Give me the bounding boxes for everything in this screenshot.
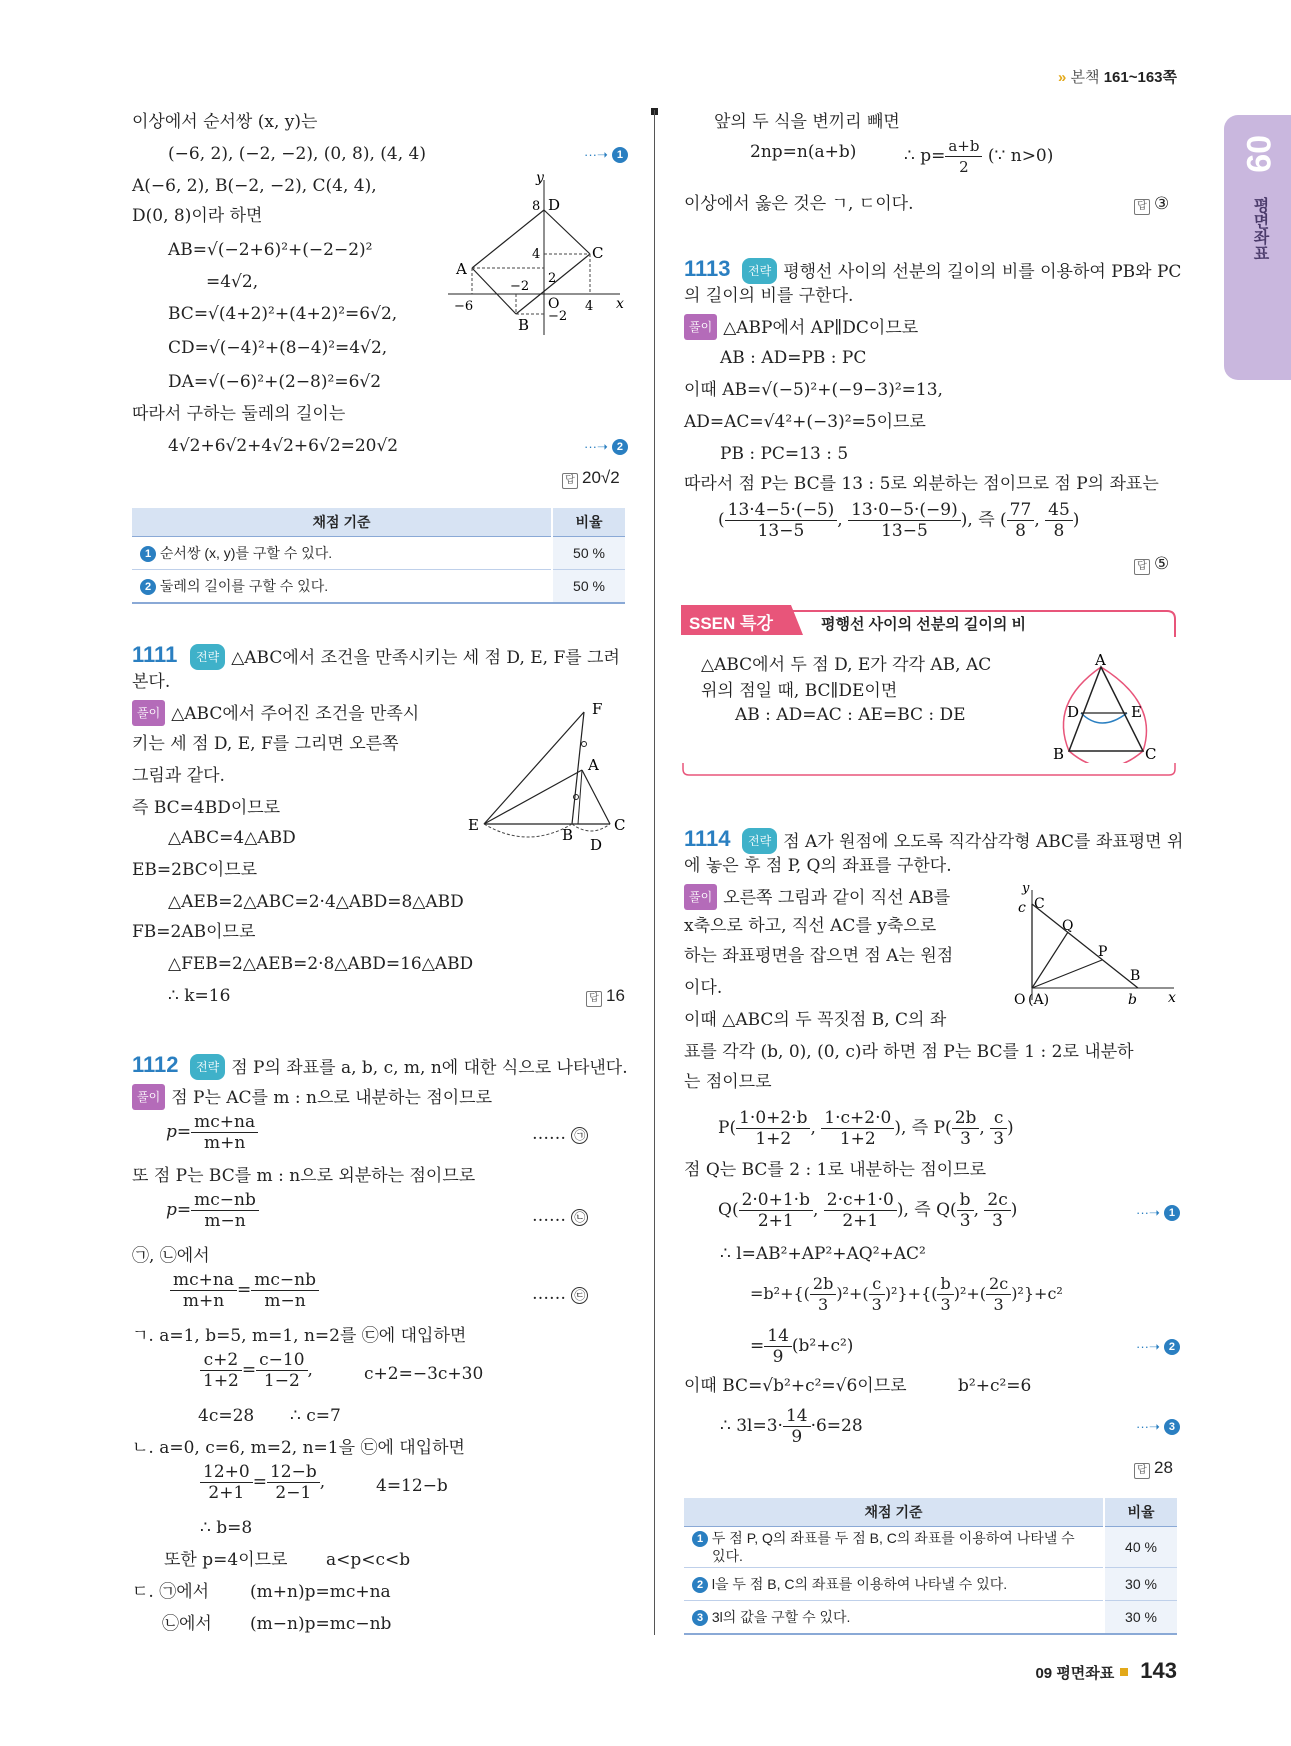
math-line: = $\frac{14}{9}$ (b²+c²) <box>750 1326 854 1367</box>
math-line: =b²+{( $\frac{2b}{3}$ )²+( $\frac{c}{3}$ )²}+{( $\frac{b}{3}$ )²+( $\frac{2c}{3}$ )²}+c² <box>750 1274 1063 1314</box>
math-line: =4√2, <box>206 272 259 292</box>
axis-label: c <box>1018 900 1026 916</box>
math-line: a<p<c<b <box>326 1550 411 1570</box>
strategy-badge: 전략 <box>742 828 777 854</box>
scoring-table <box>132 508 625 604</box>
answer: 답 20√2 <box>562 466 620 490</box>
math-line: PB : PC=13 : 5 <box>720 444 849 464</box>
strategy-badge: 전략 <box>190 1054 225 1080</box>
solution-badge: 풀이 <box>684 884 717 910</box>
page-number: 143 <box>1140 1658 1177 1683</box>
point-label: A <box>456 260 467 278</box>
math-line: △FEB=2△AEB=2·8△ABD=16△ABD <box>168 954 474 974</box>
math-line: p= $\frac{mc+na}{m+n}$ <box>166 1112 258 1153</box>
answer-icon: 답 <box>562 473 578 489</box>
point-label: E <box>1131 703 1142 721</box>
step-marker: ···➝ 2 <box>584 434 628 459</box>
ssen-title: 평행선 사이의 선분의 길이의 비 <box>821 616 1027 633</box>
step-number: 2 <box>612 439 628 455</box>
point-label: (A) <box>1028 992 1050 1008</box>
solution-line: 풀이 △ABC에서 주어진 조건을 만족시 <box>132 700 419 726</box>
problem-number: 1112 <box>132 1052 179 1077</box>
table-header: 비율 <box>552 508 625 537</box>
strategy-line: 전략 평행선 사이의 선분의 길이의 비를 이용하여 PB와 PC <box>742 258 1181 284</box>
solution-line: x축으로 하고, 직선 AC를 y축으로 <box>684 916 937 936</box>
table-header: 채점 기준 <box>132 508 552 537</box>
solution-line: 하는 좌표평면을 잡으면 점 A는 원점 <box>684 946 954 966</box>
solution-line: 풀이 오른쪽 그림과 같이 직선 AB를 <box>684 884 950 910</box>
math-line: $\frac{mc+na}{m+n}$ = $\frac{mc-nb}{m-n}$ <box>170 1270 319 1311</box>
column-divider <box>654 110 655 1635</box>
strategy-badge: 전략 <box>190 644 225 670</box>
table-header: 비율 <box>1104 1498 1177 1527</box>
math-line: b²+c²=6 <box>958 1376 1032 1396</box>
solution-badge: 풀이 <box>132 1084 165 1110</box>
math-line: ∴ l=AB²+AP²+AQ²+AC² <box>720 1244 926 1264</box>
step-marker: ···➝ 2 <box>1136 1334 1180 1359</box>
text-line: 이상에서 옳은 것은 ㄱ, ㄷ이다. <box>684 194 914 214</box>
tick-label: 4 <box>532 247 541 262</box>
answer-icon: 답 <box>1134 559 1150 575</box>
math-line: Q( $\frac{2\cdot 0+1\cdot b}{2+1}$ , $\frac{2\cdot c+1\cdot 0}{2+1}$ ), 즉 Q( $\frac{b}{3}$ , $\frac{2c}{3}$ ) <box>718 1190 1018 1231</box>
table-row: 1 순서쌍 (x, y)를 구할 수 있다. 50 % <box>132 537 625 570</box>
table-row: 2 l을 두 점 B, C의 좌표를 이용하여 나타낼 수 있다. 30 % <box>684 1568 1177 1601</box>
math-line: 또한 p=4이므로 <box>164 1550 288 1570</box>
solution-line: 키는 세 점 D, E, F를 그리면 오른쪽 <box>132 734 399 754</box>
axis-label: y <box>1022 884 1030 896</box>
footer-chapter: 09 평면좌표 <box>1035 1665 1115 1682</box>
point-label: B <box>1130 968 1141 984</box>
point-label: C <box>592 244 604 262</box>
chapter-name: 평면좌표 <box>1251 197 1268 261</box>
tick-label: −2 <box>548 309 568 324</box>
solution-line: 풀이 △ABP에서 AP∥DC이므로 <box>684 314 918 340</box>
solution-line: 는 점이므로 <box>684 1072 772 1092</box>
ssen-tag: SSEN 특강 <box>689 614 773 633</box>
problem-number: 1114 <box>684 826 731 851</box>
math-line: AB : AD=PB : PC <box>720 348 867 368</box>
math-line: P( $\frac{1\cdot 0+2\cdot b}{1+2}$ , $\frac{1\cdot c+2\cdot 0}{1+2}$ ), 즉 P( $\frac{2b}{3}$ , $\frac{c}{3}$ ) <box>718 1108 1014 1149</box>
step-marker: ···➝ 1 <box>584 142 628 167</box>
math-line: ( $\frac{13\cdot 4-5\cdot(-5)}{13-5}$ , $\frac{13\cdot 0-5\cdot(-9)}{13-5}$ ), 즉 ( $\frac{77}{8}$ , $\frac{45}{8}$ ) <box>718 500 1080 541</box>
math-line: DA=√(−6)²+(2−8)²=6√2 <box>168 372 382 392</box>
answer-icon: 답 <box>1134 1463 1150 1479</box>
solution-badge: 풀이 <box>132 700 165 726</box>
math-line: 4√2+6√2+4√2+6√2=20√2 <box>168 436 399 456</box>
math-line: AD=AC=√4²+(−3)²=5이므로 <box>684 412 926 432</box>
point-label: D <box>1067 703 1080 721</box>
ssen-line: AB : AD=AC : AE=BC : DE <box>735 705 966 725</box>
solution-line: ㄱ. a=1, b=5, m=1, n=2를 ㉢에 대입하면 <box>132 1326 467 1346</box>
solution-badge: 풀이 <box>684 314 717 340</box>
point-label: A <box>588 756 599 774</box>
origin-label: O <box>1014 992 1026 1008</box>
solution-line: ㄴ. a=0, c=6, m=2, n=1을 ㉢에 대입하면 <box>132 1438 465 1458</box>
tick-label: −2 <box>510 279 530 294</box>
text-line: 앞의 두 식을 변끼리 빼면 <box>714 112 900 132</box>
solution-line: 이다. <box>684 978 723 998</box>
math-line: BC=√(4+2)²+(4+2)²=6√2, <box>168 304 398 324</box>
math-line: 4=12−b <box>376 1476 448 1496</box>
point-label: B <box>1053 745 1065 763</box>
chapter-tab[interactable] <box>1224 115 1291 380</box>
math-line: ∴ c=7 <box>290 1406 341 1426</box>
point-label: D <box>590 836 603 854</box>
math-line: ∴ k=16 <box>168 986 231 1006</box>
tick-label: 2 <box>548 271 557 286</box>
equation-marker: …… ㉡ <box>532 1204 588 1228</box>
math-line: ㉡에서 <box>162 1614 212 1634</box>
solution-line: 점 Q는 BC를 2 : 1로 내분하는 점이므로 <box>684 1160 987 1180</box>
step-marker: ···➝ 1 <box>1136 1200 1180 1225</box>
point-label: B <box>518 316 530 334</box>
triangle-figure <box>466 700 636 860</box>
axis-label: y <box>536 170 544 186</box>
solution-line: 즉 BC=4BD이므로 <box>132 798 281 818</box>
equation-marker: …… ㉠ <box>532 1122 588 1146</box>
quadrilateral-figure <box>440 170 630 340</box>
point-label: D <box>548 196 561 214</box>
math-line: CD=√(−4)²+(8−4)²=4√2, <box>168 338 388 358</box>
table-row: 2 둘레의 길이를 구할 수 있다. 50 % <box>132 570 625 604</box>
text-line: 따라서 구하는 둘레의 길이는 <box>132 404 346 424</box>
point-label: F <box>592 700 603 718</box>
origin-label: O <box>548 296 560 312</box>
math-line: c+2=−3c+30 <box>364 1364 484 1384</box>
tick-label: −6 <box>454 299 474 314</box>
strategy-line: 전략 점 P의 좌표를 a, b, c, m, n에 대한 식으로 나타낸다. <box>190 1054 628 1080</box>
answer: 답 ⑤ <box>1134 552 1169 576</box>
point-label: A <box>1095 653 1106 669</box>
circle-triangle-figure <box>1041 653 1171 763</box>
math-line: ㄷ. ㉠에서 <box>132 1582 210 1602</box>
math-line: AB=√(−2+6)²+(−2−2)² <box>168 240 373 260</box>
answer-icon: 답 <box>586 991 602 1007</box>
math-line: 이때 BC=√b²+c²=√6이므로 <box>684 1376 907 1396</box>
math-line: p= $\frac{mc-nb}{m-n}$ <box>166 1190 259 1231</box>
point-label: B <box>562 826 574 844</box>
solution-line: 그림과 같다. <box>132 766 225 786</box>
axis-label: x <box>616 296 624 312</box>
ssen-special-box <box>681 603 1177 779</box>
point-label: C <box>1145 745 1157 763</box>
math-line: 2np=n(a+b) <box>750 142 857 162</box>
text-line: 이상에서 순서쌍 (x, y)는 <box>132 112 318 132</box>
double-chevron-icon: » <box>1058 69 1067 86</box>
tick-label: 8 <box>532 199 541 214</box>
problem-number: 1113 <box>684 256 731 281</box>
point-label: C <box>1034 896 1045 912</box>
right-triangle-figure <box>1010 884 1180 1010</box>
problem-number: 1111 <box>132 642 178 667</box>
answer: 답 ③ <box>1134 192 1169 216</box>
table-header: 채점 기준 <box>684 1498 1104 1527</box>
strategy-badge: 전략 <box>742 258 777 284</box>
equation-marker: …… ㉢ <box>532 1282 588 1306</box>
point-label: C <box>614 816 626 834</box>
table-row: 3 3l의 값을 구할 수 있다. 30 % <box>684 1601 1177 1635</box>
step-marker: ···➝ 3 <box>1136 1414 1180 1439</box>
point-label: Q <box>1062 918 1074 934</box>
solution-line: 또 점 P는 BC를 m : n으로 외분하는 점이므로 <box>132 1166 476 1186</box>
math-line: (m+n)p=mc+na <box>250 1582 391 1602</box>
solution-line: 따라서 점 P는 BC를 13 : 5로 외분하는 점이므로 점 P의 좌표는 <box>684 474 1159 494</box>
text-line: D(0, 8)이라 하면 <box>132 206 263 226</box>
footer-square-icon <box>1120 1668 1128 1676</box>
page-footer <box>1035 1658 1177 1684</box>
solution-line: 표를 각각 (b, 0), (0, c)라 하면 점 P는 BC를 1 : 2로 내분하 <box>684 1042 1134 1062</box>
solution-line: 풀이 점 P는 AC를 m : n으로 내분하는 점이므로 <box>132 1084 492 1110</box>
answer-icon: 답 <box>1134 199 1150 215</box>
ssen-line: △ABC에서 두 점 D, E가 각각 AB, AC <box>701 655 992 675</box>
tick-label: 4 <box>585 299 594 314</box>
solution-line: 이때 △ABC의 두 꼭짓점 B, C의 좌 <box>684 1010 947 1030</box>
math-line: (m−n)p=mc−nb <box>250 1614 392 1634</box>
scoring-table <box>684 1498 1177 1635</box>
solution-line: ㉠, ㉡에서 <box>132 1246 210 1266</box>
math-line: ∴ p= $\frac{a+b}{2}$ (∵ n>0) <box>904 137 1054 176</box>
point-label: E <box>468 816 479 834</box>
strategy-line: 전략 △ABC에서 조건을 만족시키는 세 점 D, E, F를 그려 <box>190 644 620 670</box>
axis-label: x <box>1168 990 1176 1006</box>
page-header: » 본책 161~163쪽 <box>1058 69 1177 86</box>
axis-label: b <box>1128 992 1137 1008</box>
answer: 답 28 <box>1134 1456 1173 1480</box>
math-line: △ABC=4△ABD <box>168 828 296 848</box>
ssen-line: 위의 점일 때, BC∥DE이면 <box>701 681 898 701</box>
point-label: P <box>1098 944 1108 960</box>
text-line: A(−6, 2), B(−2, −2), C(4, 4), <box>132 176 377 196</box>
strategy-line: 의 길이의 비를 구한다. <box>684 286 854 306</box>
table-row: 1 두 점 P, Q의 좌표를 두 점 B, C의 좌표를 이용하여 나타낼 수 있다. 40 % <box>684 1527 1177 1568</box>
math-line: $\frac{c+2}{1+2}$ = $\frac{c-10}{1-2}$ , <box>200 1350 313 1391</box>
chapter-number: 09 <box>1239 135 1277 173</box>
math-line: $\frac{12+0}{2+1}$ = $\frac{12-b}{2-1}$ , <box>200 1462 325 1503</box>
math-line: ∴ b=8 <box>200 1518 253 1538</box>
math-line: ∴ 3l=3· $\frac{14}{9}$ ·6=28 <box>720 1406 863 1447</box>
math-line: 4c=28 <box>198 1406 255 1426</box>
strategy-line: 본다. <box>132 672 171 692</box>
math-line: EB=2BC이므로 <box>132 860 258 880</box>
text-line: (−6, 2), (−2, −2), (0, 8), (4, 4) <box>168 144 426 164</box>
math-line: △AEB=2△ABC=2·4△ABD=8△ABD <box>168 892 464 912</box>
math-line: FB=2AB이므로 <box>132 922 256 942</box>
math-line: 이때 AB=√(−5)²+(−9−3)²=13, <box>684 380 943 400</box>
answer: 답 16 <box>586 984 625 1008</box>
strategy-line: 전략 점 A가 원점에 오도록 직각삼각형 ABC를 좌표평면 위 <box>742 828 1183 854</box>
step-number: 1 <box>612 147 628 163</box>
strategy-line: 에 놓은 후 점 P, Q의 좌표를 구한다. <box>684 856 952 876</box>
